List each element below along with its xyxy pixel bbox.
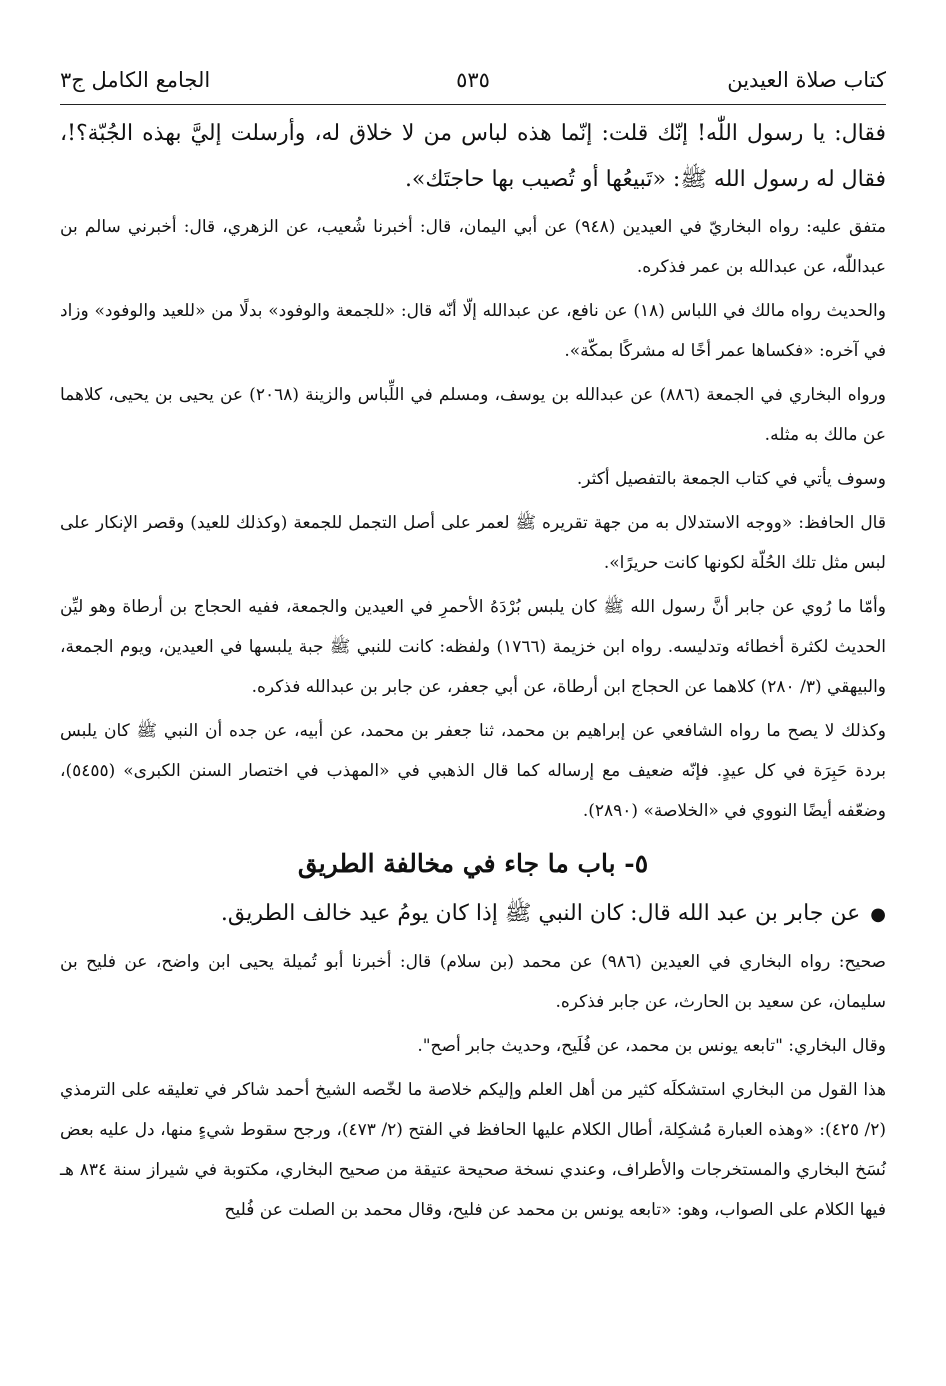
commentary-paragraph: وأمّا ما رُوي عن جابر أنَّ رسول الله ﷺ كان يلبس بُرْدَهُ الأحمرِ في العيدين والجمعة، ففيه الحجاج بن أرطاة وهو ليِّن الحديث لكثرة أخطائه وتدليسه. رواه ابن خزيمة (١٧٦٦) ولفظه: كانت للنبي ﷺ جبة يلبسها في العيدين، ويوم الجمعة، والبيهقي (٣/ ٢٨٠) كلاهما عن الحجاج ابن أرطاة، عن أبي جعفر، عن جابر بن عبدالله فذكره. <box>60 597 887 697</box>
section-heading: ٥- باب ما جاء في مخالفة الطريق <box>297 849 649 878</box>
hadith-continuation: فقال: يا رسول اللّٰه! إنّك قلت: إنّما هذه لباس من لا خلاق له، وأرسلت إليَّ بهذه الجُبّة؟!، فقال له رسول الله ﷺ: «تَبيعُها أو تُصيب بها حاجتَك». <box>60 121 886 192</box>
hadith-text-content: عن جابر بن عبد الله قال: كان النبي ﷺ إذا كان يومُ عيد خالف الطريق. <box>220 901 861 926</box>
document-page <box>60 60 886 1230</box>
book-title: الجامع الكامل ج٣ <box>60 68 211 92</box>
takhrij-paragraph: والحديث رواه مالك في اللباس (١٨) عن نافع، عن عبدالله إلّا أنّه قال: «للجمعة والوفود» بدلًا من «للعيد والوفود» وزاد في آخره: «فكساها عمر أخًا له مشركًا بمكّة». <box>60 301 886 361</box>
bukhari-note: وقال البخاري: "تابعه يونس بن محمد، عن فُلَيح، وحديث جابر أصح". <box>417 1036 886 1056</box>
running-header <box>60 60 886 105</box>
commentary-paragraph: هذا القول من البخاري استشكلَه كثير من أهل العلم وإليكم خلاصة ما لخّصه الشيخ أحمد شاكر في تعليقه على الترمذي (٢/ ٤٢٥): «وهذه العبارة مُشكِلة، أطال الكلام عليها الحافظ في الفتح (٢/ ٤٧٣)، ورجح سقوط شيءٍ منها، دل عليه بعض نُسَخ البخاري والمستخرجات والأطراف، وعندي نسخة صحيحة عتيقة من صحيح البخاري، مكتوبة في شيراز سنة ٨٣٤ هـ فيها الكلام على الصواب، وهو: «تابعه يونس بن محمد عن فليح، وقال محمد بن الصلت عن فُليح <box>60 1080 886 1220</box>
quote-paragraph: قال الحافظ: «ووجه الاستدلال به من جهة تقريره ﷺ لعمر على أصل التجمل للجمعة (وكذلك للعيد) وقصر الإنكار على لبس مثل تلك الحُلّة لكونها كانت حريرًا». <box>60 513 886 573</box>
page-number: ٥٣٥ <box>456 68 490 92</box>
chapter-title: كتاب صلاة العيدين <box>727 68 886 92</box>
note-paragraph: وسوف يأتي في كتاب الجمعة بالتفصيل أكثر. <box>576 469 886 489</box>
takhrij-paragraph: متفق عليه: رواه البخاريّ في العيدين (٩٤٨) عن أبي اليمان، قال: أخبرنا شُعيب، عن الزهري، قال: أخبرني سالم بن عبداللّٰه، عن عبدالله بن عمر فذكره. <box>60 217 886 277</box>
hadith-text <box>60 891 886 938</box>
takhrij-paragraph: ورواه البخاري في الجمعة (٨٨٦) عن عبدالله بن يوسف، ومسلم في اللِّباس والزينة (٢٠٦٨) عن يحيى بن يحيى، كلاهما عن مالك به مثله. <box>60 385 886 445</box>
bullet-icon: ● <box>870 904 886 925</box>
commentary-paragraph: وكذلك لا يصح ما رواه الشافعي عن إبراهيم بن محمد، ثنا جعفر بن محمد، عن أبيه، عن جده أن النبي ﷺ كان يلبس بردة حَبِرَة في كل عيدٍ. فإنّه ضعيف مع إرساله كما قال الذهبي في «المهذب في اختصار السنن الكبرى» (٥٤٥٥)، وضعّفه أيضًا النووي في «الخلاصة» (٢٨٩٠). <box>60 721 886 821</box>
takhrij-paragraph: صحيح: رواه البخاري في العيدين (٩٨٦) عن محمد (بن سلام) قال: أخبرنا أبو تُميلة يحيى ابن واضح، عن فليح بن سليمان، عن سعيد بن الحارث، عن جابر فذكره. <box>60 952 886 1012</box>
